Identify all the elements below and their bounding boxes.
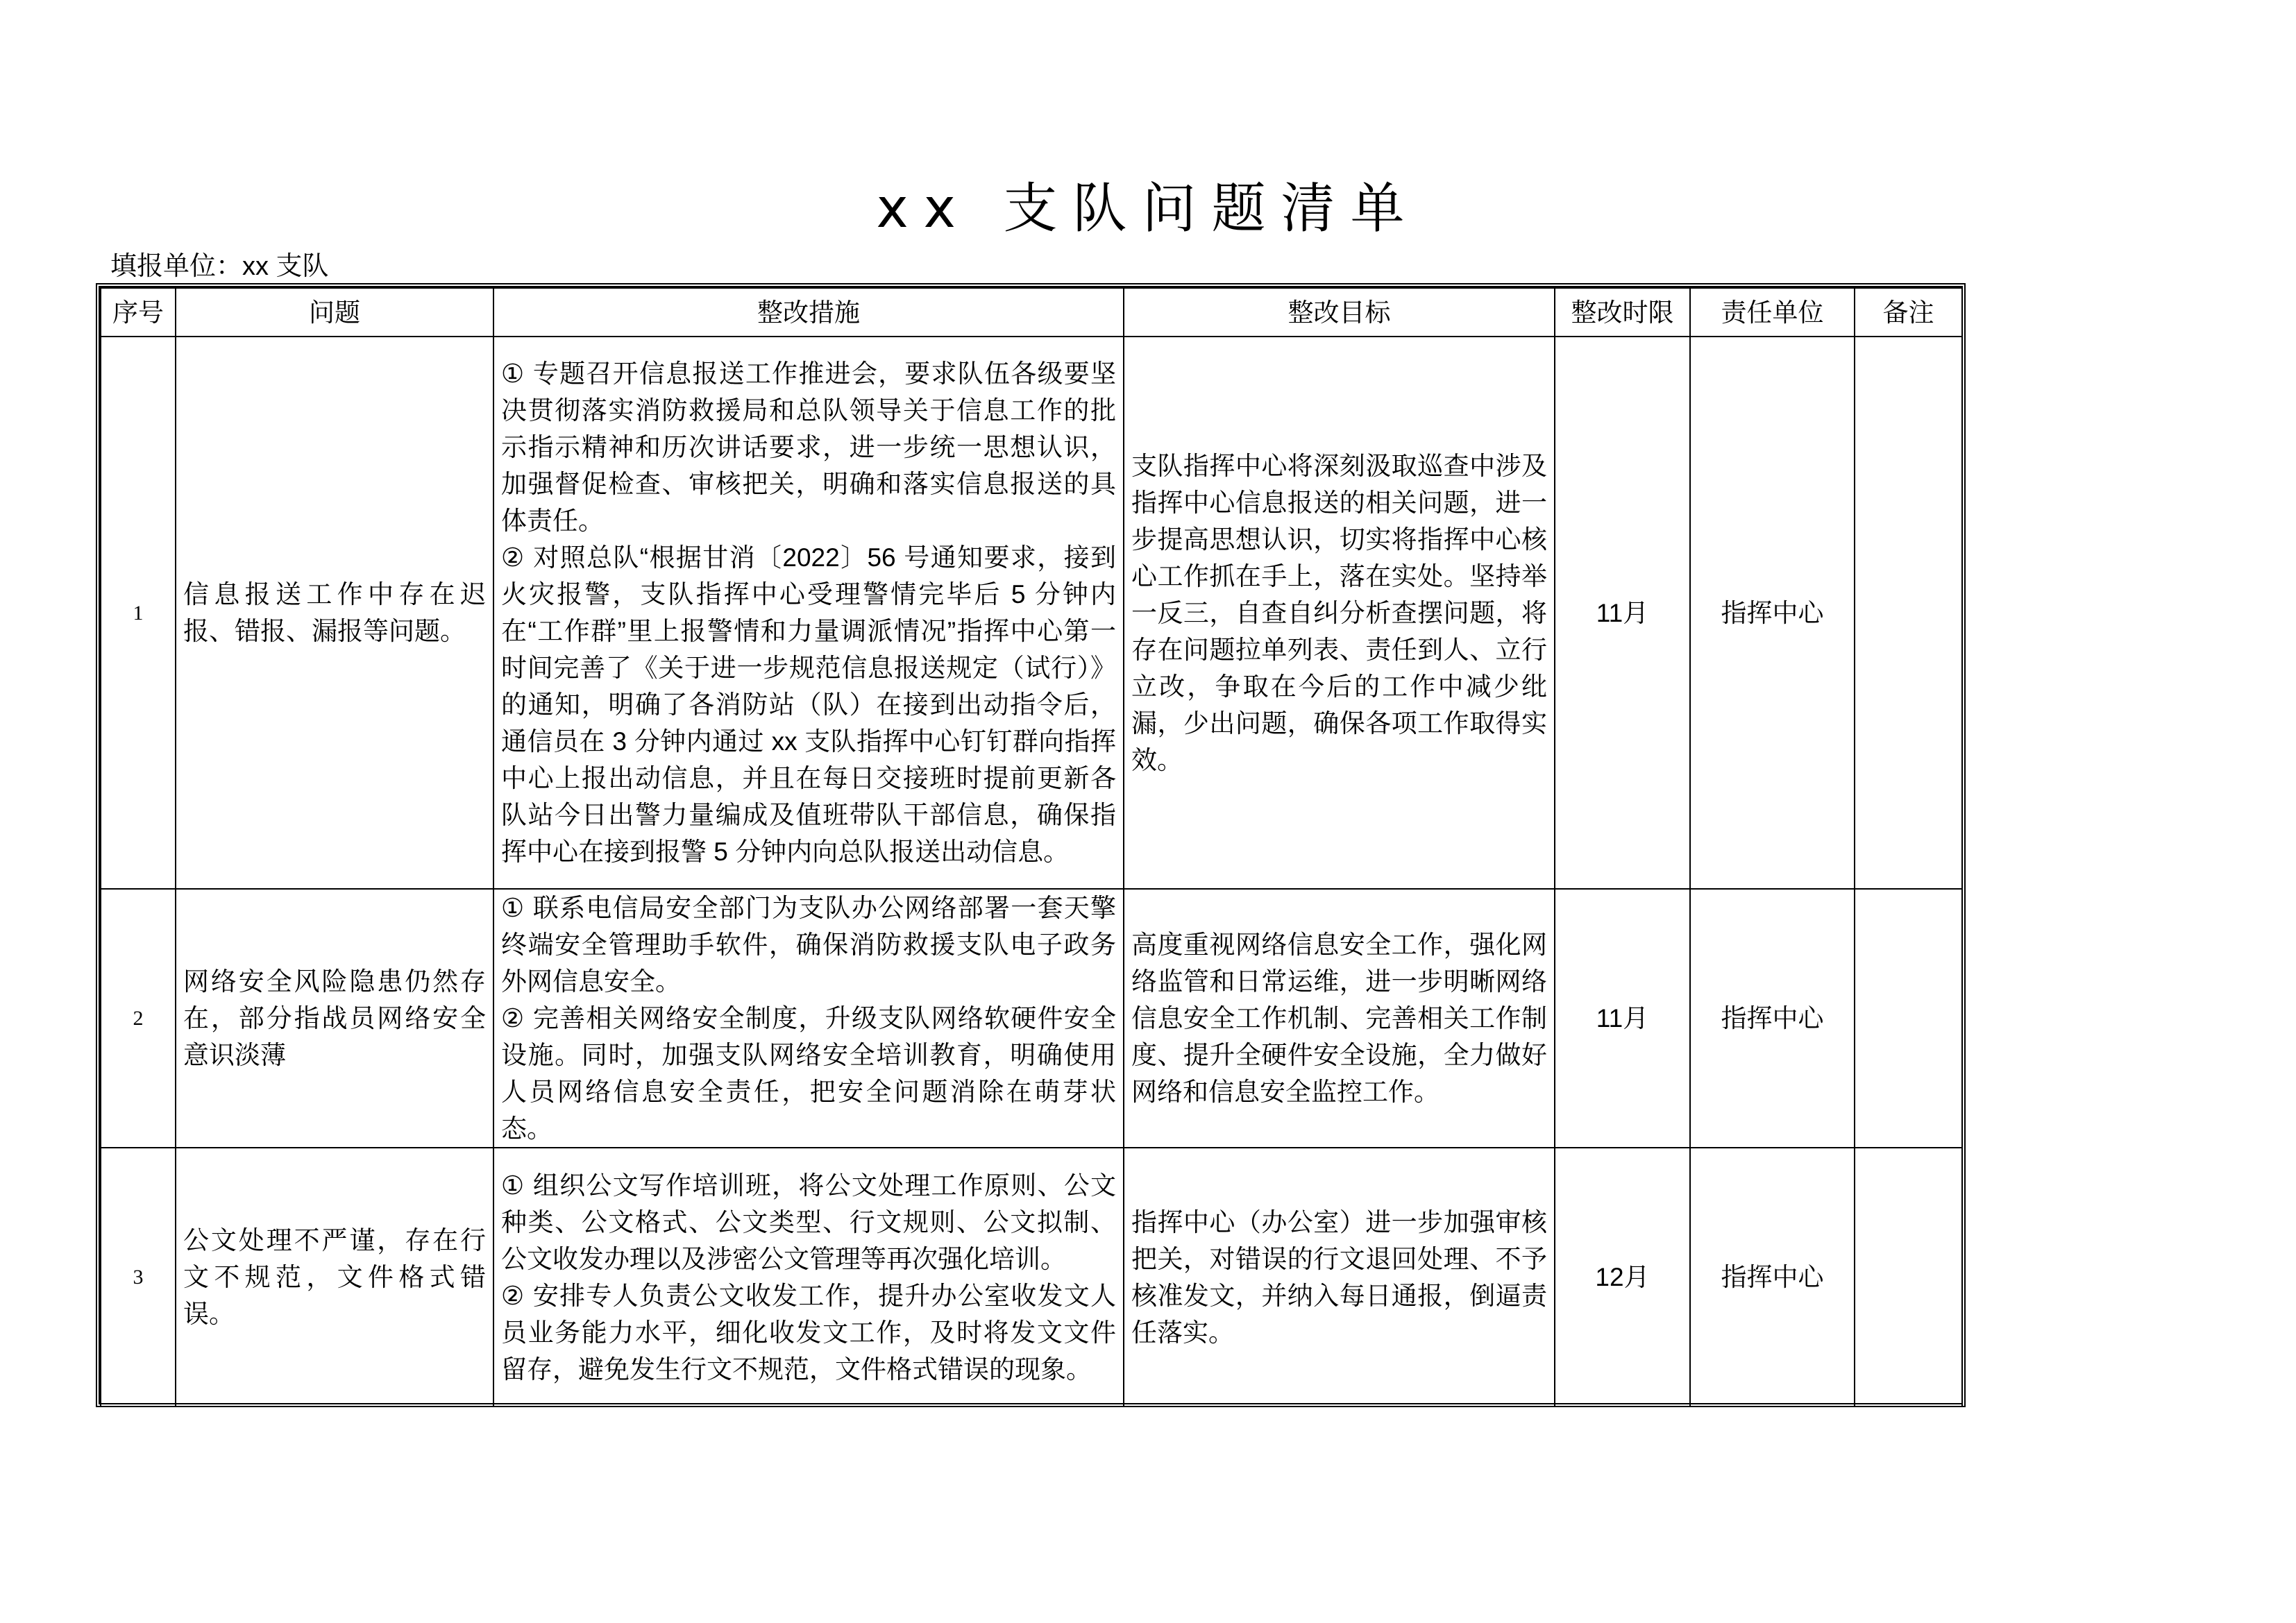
- header-goal: 整改目标: [1124, 288, 1555, 337]
- row-goal: 高度重视网络信息安全工作，强化网络监管和日常运维，进一步明晰网络信息安全工作机制、完善相关工作制度、提升全硬件安全设施，全力做好网络和信息安全监控工作。: [1124, 889, 1555, 1148]
- row-no: 1: [101, 337, 176, 889]
- row-goal: 支队指挥中心将深刻汲取巡查中涉及指挥中心信息报送的相关问题，进一步提高思想认识，切实将指挥中心核心工作抓在手上，落在实处。坚持举一反三，自查自纠分析查摆问题，将存在问题拉单列表、责任到人、立行立改，争取在今后的工作中减少纰漏，少出问题，确保各项工作取得实效。: [1124, 337, 1555, 889]
- header-deadline: 整改时限: [1555, 288, 1690, 337]
- row-measures: ① 联系电信局安全部门为支队办公网络部署一套天擎终端安全管理助手软件，确保消防救援支队电子政务外网信息安全。 ② 完善相关网络安全制度，升级支队网络软硬件安全设施。同时，加强支队网络安全培训教育，明确使用人员网络信息安全责任，把安全问题消除在萌芽状态。: [493, 889, 1124, 1148]
- fill-unit-label: 填报单位：xx 支队: [110, 252, 329, 281]
- row-unit: 指挥中心: [1690, 1148, 1855, 1407]
- row-deadline: 11月: [1555, 337, 1690, 889]
- row-no: 2: [101, 889, 176, 1148]
- header-remark: 备注: [1855, 288, 1962, 337]
- row-problem: 公文处理不严谨，存在行文不规范，文件格式错误。: [176, 1148, 493, 1407]
- table-header-row: [101, 288, 1962, 337]
- row-deadline: 11月: [1555, 889, 1690, 1148]
- row-remark: [1855, 1148, 1962, 1407]
- table-row: [101, 337, 1962, 889]
- header-no: 序号: [101, 288, 176, 337]
- row-unit: 指挥中心: [1690, 337, 1855, 889]
- row-remark: [1855, 337, 1962, 889]
- row-deadline: 12月: [1555, 1148, 1690, 1407]
- row-problem: 信息报送工作中存在迟报、错报、漏报等问题。: [176, 337, 493, 889]
- row-problem: 网络安全风险隐患仍然存在，部分指战员网络安全意识淡薄: [176, 889, 493, 1148]
- row-measures: ① 组织公文写作培训班，将公文处理工作原则、公文种类、公文格式、公文类型、行文规则、公文拟制、公文收发办理以及涉密公文管理等再次强化培训。 ② 安排专人负责公文收发工作，提升办公室收发文人员业务能力水平，细化收发文工作，及时将发文文件留存，避免发生行文不规范，文件格式错误的现象。: [493, 1148, 1124, 1407]
- problem-list-table: [100, 287, 1963, 1407]
- header-unit: 责任单位: [1690, 288, 1855, 337]
- header-measures: 整改措施: [493, 288, 1124, 337]
- row-no: 3: [101, 1148, 176, 1407]
- document-title: xx 支队问题清单: [876, 178, 1420, 240]
- row-measures: ① 专题召开信息报送工作推进会，要求队伍各级要坚决贯彻落实消防救援局和总队领导关于信息工作的批示指示精神和历次讲话要求，进一步统一思想认识，加强督促检查、审核把关，明确和落实信息报送的具体责任。 ② 对照总队“根据甘消〔2022〕56 号通知要求，接到火灾报警，支队指挥中心受理警情完毕后 5 分钟内在“工作群”里上报警情和力量调派情况”指挥中心第一时间完善了《关于进一步规范信息报送规定（试行）》的通知，明确了各消防站（队）在接到出动指令后，通信员在 3 分钟内通过 xx 支队指挥中心钉钉群向指挥中心上报出动信息，并且在每日交接班时提前更新各队站今日出警力量编成及值班带队干部信息，确保指挥中心在接到报警 5 分钟内向总队报送出动信息。: [493, 337, 1124, 889]
- table-row: [101, 889, 1962, 1148]
- row-goal: 指挥中心（办公室）进一步加强审核把关，对错误的行文退回处理、不予核准发文，并纳入每日通报，倒逼责任落实。: [1124, 1148, 1555, 1407]
- row-unit: 指挥中心: [1690, 889, 1855, 1148]
- header-problem: 问题: [176, 288, 493, 337]
- row-remark: [1855, 889, 1962, 1148]
- table-row: [101, 1148, 1962, 1407]
